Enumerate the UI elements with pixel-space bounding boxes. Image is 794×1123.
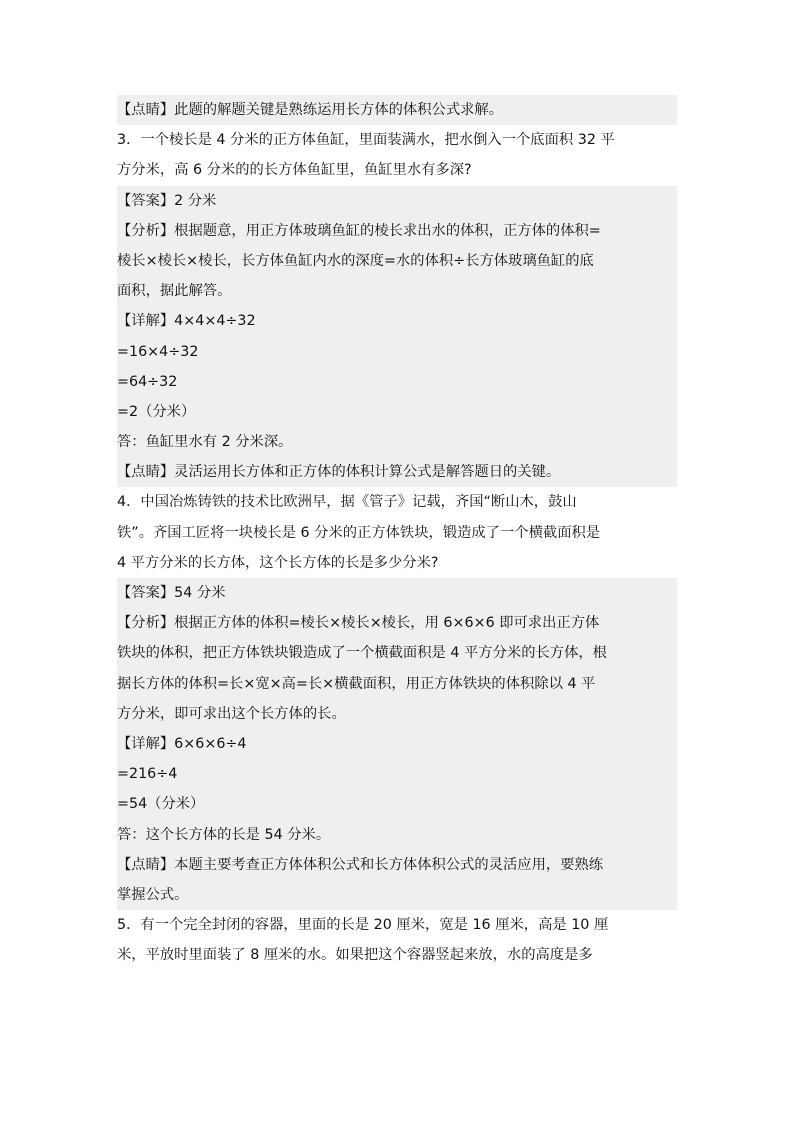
solution-line: 【点睛】此题的解题关键是熟练运用长方体的体积公式求解。 (117, 95, 677, 125)
solution-line: 答：这个长方体的长是 54 分米。 (117, 820, 677, 850)
question-line: 米，平放时里面装了 8 厘米的水。如果把这个容器竖起来放，水的高度是多 (117, 947, 593, 964)
question-line: 铁”。齐国工匠将一块棱长是 6 分米的正方体铁块，锻造成了一个横截面积是 (117, 524, 601, 541)
solution-line: 【分析】根据题意，用正方体玻璃鱼缸的棱长求出水的体积，正方体的体积= (117, 216, 677, 246)
solution-line: 据长方体的体积=长×宽×高=长×横截面积，用正方体铁块的体积除以 4 平 (117, 669, 677, 699)
solution-line: =16×4÷32 (117, 337, 677, 367)
solution-line: 【答案】2 分米 (117, 186, 677, 216)
question-line: 4 平方分米的长方体，这个长方体的长是多少分米? (117, 554, 439, 571)
question-line: 5．有一个完全封闭的容器，里面的长是 20 厘米，宽是 16 厘米，高是 10 厘 (117, 917, 609, 934)
solution-line: =54（分米） (117, 789, 677, 819)
solution-line: 棱长×棱长×棱长，长方体鱼缸内水的深度=水的体积÷长方体玻璃鱼缸的底 (117, 246, 677, 276)
solution-line: 【点睛】本题主要考查正方体体积公式和长方体体积公式的灵活应用，要熟练 (117, 850, 677, 880)
solution-line: 答：鱼缸里水有 2 分米深。 (117, 427, 677, 457)
solution-line: 【答案】54 分米 (117, 578, 677, 608)
solution-line: 【点睛】灵活运用长方体和正方体的体积计算公式是解答题日的关键。 (117, 457, 677, 487)
solution-line: 掌握公式。 (117, 880, 677, 910)
question-line: 方分米，高 6 分米的的长方体鱼缸里，鱼缸里水有多深? (117, 162, 472, 179)
document-body (117, 95, 677, 970)
solution-line: 【详解】4×4×4÷32 (117, 306, 677, 336)
solution-line: 面积，据此解答。 (117, 276, 677, 306)
solution-line: =2（分米） (117, 397, 677, 427)
solution-line: 【详解】6×6×6÷4 (117, 729, 677, 759)
question-line: 3．一个棱长是 4 分米的正方体鱼缸，里面装满水，把水倒入一个底面积 32 平 (117, 132, 615, 149)
solution-line: 铁块的体积，把正方体铁块锻造成了一个横截面积是 4 平方分米的长方体，根 (117, 638, 677, 668)
solution-line: 【分析】根据正方体的体积=棱长×棱长×棱长，用 6×6×6 即可求出正方体 (117, 608, 677, 638)
question-line: 4．中国冶炼铸铁的技术比欧洲早，据《管子》记载，齐国“断山木，鼓山 (117, 494, 577, 511)
solution-line: =64÷32 (117, 367, 677, 397)
solution-line: 方分米，即可求出这个长方体的长。 (117, 699, 677, 729)
solution-line: =216÷4 (117, 759, 677, 789)
